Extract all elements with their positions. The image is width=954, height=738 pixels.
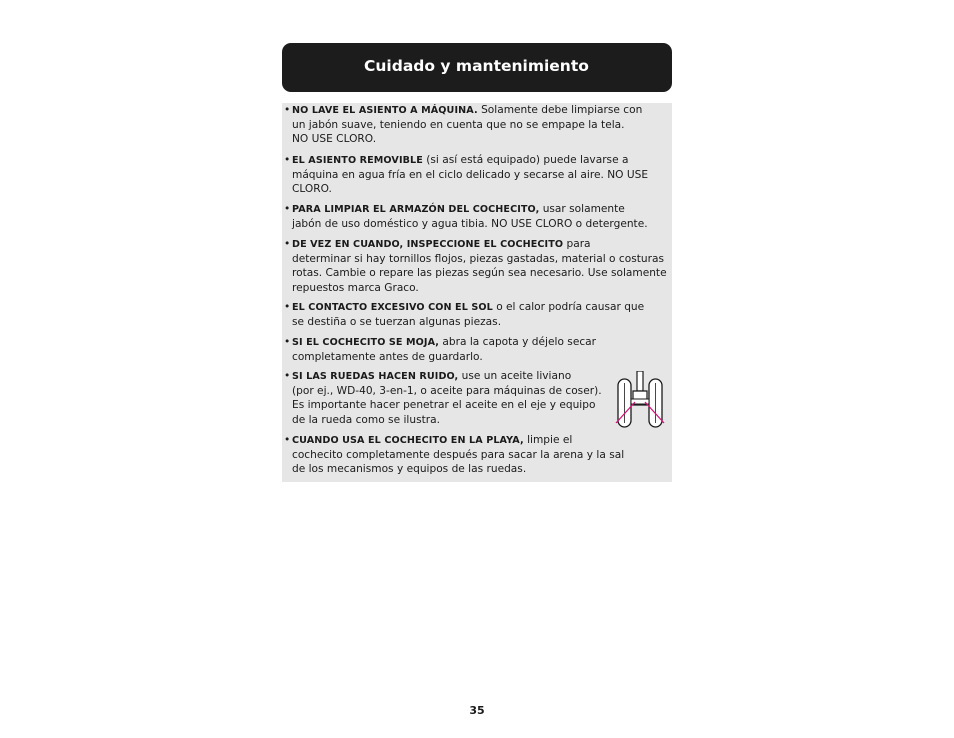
- bullet: •: [284, 203, 291, 215]
- item-line: de los mecanismos y equipos de las ruedas.: [292, 463, 527, 475]
- item-text: para: [563, 238, 591, 250]
- item-line: de la rueda como se ilustra.: [292, 414, 440, 426]
- item-line: máquina en agua fría en el ciclo delicado y secarse al aire. NO USE: [292, 169, 649, 181]
- item-text: limpie el: [523, 434, 573, 446]
- bullet: •: [284, 301, 291, 313]
- instructions-panel: [282, 103, 672, 482]
- item-heading: PARA LIMPIAR EL ARMAZÓN DEL COCHECITO,: [292, 204, 540, 215]
- bullet: •: [284, 370, 291, 382]
- item-line: jabón de uso doméstico y agua tibia. NO USE CLORO o detergente.: [292, 218, 648, 230]
- bullet: •: [284, 104, 291, 116]
- item-line: determinar si hay tornillos flojos, piezas gastadas, material o costuras: [292, 253, 664, 265]
- bullet: •: [284, 336, 291, 348]
- item-line: cochecito completamente después para sacar la arena y la sal: [292, 449, 625, 461]
- item-heading: EL ASIENTO REMOVIBLE: [292, 155, 423, 166]
- item-heading: SI EL COCHECITO SE MOJA,: [292, 337, 440, 348]
- item-line: Es importante hacer penetrar el aceite en el eje y equipo: [292, 399, 596, 411]
- item-text: (si así está equipado) puede lavarse a: [422, 154, 629, 166]
- item-line: un jabón suave, teniendo en cuenta que no se empape la tela.: [292, 119, 625, 131]
- item-line: [292, 369, 571, 384]
- item-heading: SI LAS RUEDAS HACEN RUIDO,: [292, 371, 459, 382]
- item-text: usar solamente: [539, 203, 625, 215]
- item-line: rotas. Cambie o repare las piezas según sea necesario. Use solamente: [292, 267, 667, 279]
- item-line: [292, 335, 596, 350]
- item-line: CLORO.: [292, 183, 332, 195]
- item-heading: EL CONTACTO EXCESIVO CON EL SOL: [292, 302, 493, 313]
- item-text: use un aceite liviano: [458, 370, 572, 382]
- item-heading: NO LAVE EL ASIENTO A MÁQUINA.: [292, 105, 478, 116]
- item-line: [292, 153, 628, 168]
- item-text: Solamente debe limpiarse con: [477, 104, 643, 116]
- item-heading: DE VEZ EN CUANDO, INSPECCIONE EL COCHECITO: [292, 239, 564, 250]
- item-line: [292, 300, 644, 315]
- item-heading: CUANDO USA EL COCHECITO EN LA PLAYA,: [292, 435, 524, 446]
- item-line: (por ej., WD-40, 3-en-1, o aceite para máquinas de coser).: [292, 385, 602, 397]
- bullet: •: [284, 154, 291, 166]
- item-line: repuestos marca Graco.: [292, 282, 419, 294]
- section-title: Cuidado y mantenimiento: [364, 57, 589, 75]
- item-line: NO USE CLORO.: [292, 133, 377, 145]
- page-number: 35: [469, 704, 485, 717]
- item-line: se destiña o se tuerzan algunas piezas.: [292, 316, 502, 328]
- item-line: [292, 433, 572, 448]
- item-line: [292, 202, 625, 217]
- item-line: [292, 237, 591, 252]
- item-text: abra la capota y déjelo secar: [439, 336, 597, 348]
- bullet: •: [284, 434, 291, 446]
- item-text: o el calor podría causar que: [492, 301, 645, 313]
- bullet: •: [284, 238, 291, 250]
- item-line: [292, 103, 642, 118]
- stroller-wheel-icon: [614, 371, 666, 431]
- item-line: completamente antes de guardarlo.: [292, 351, 483, 363]
- section-header: [282, 43, 672, 92]
